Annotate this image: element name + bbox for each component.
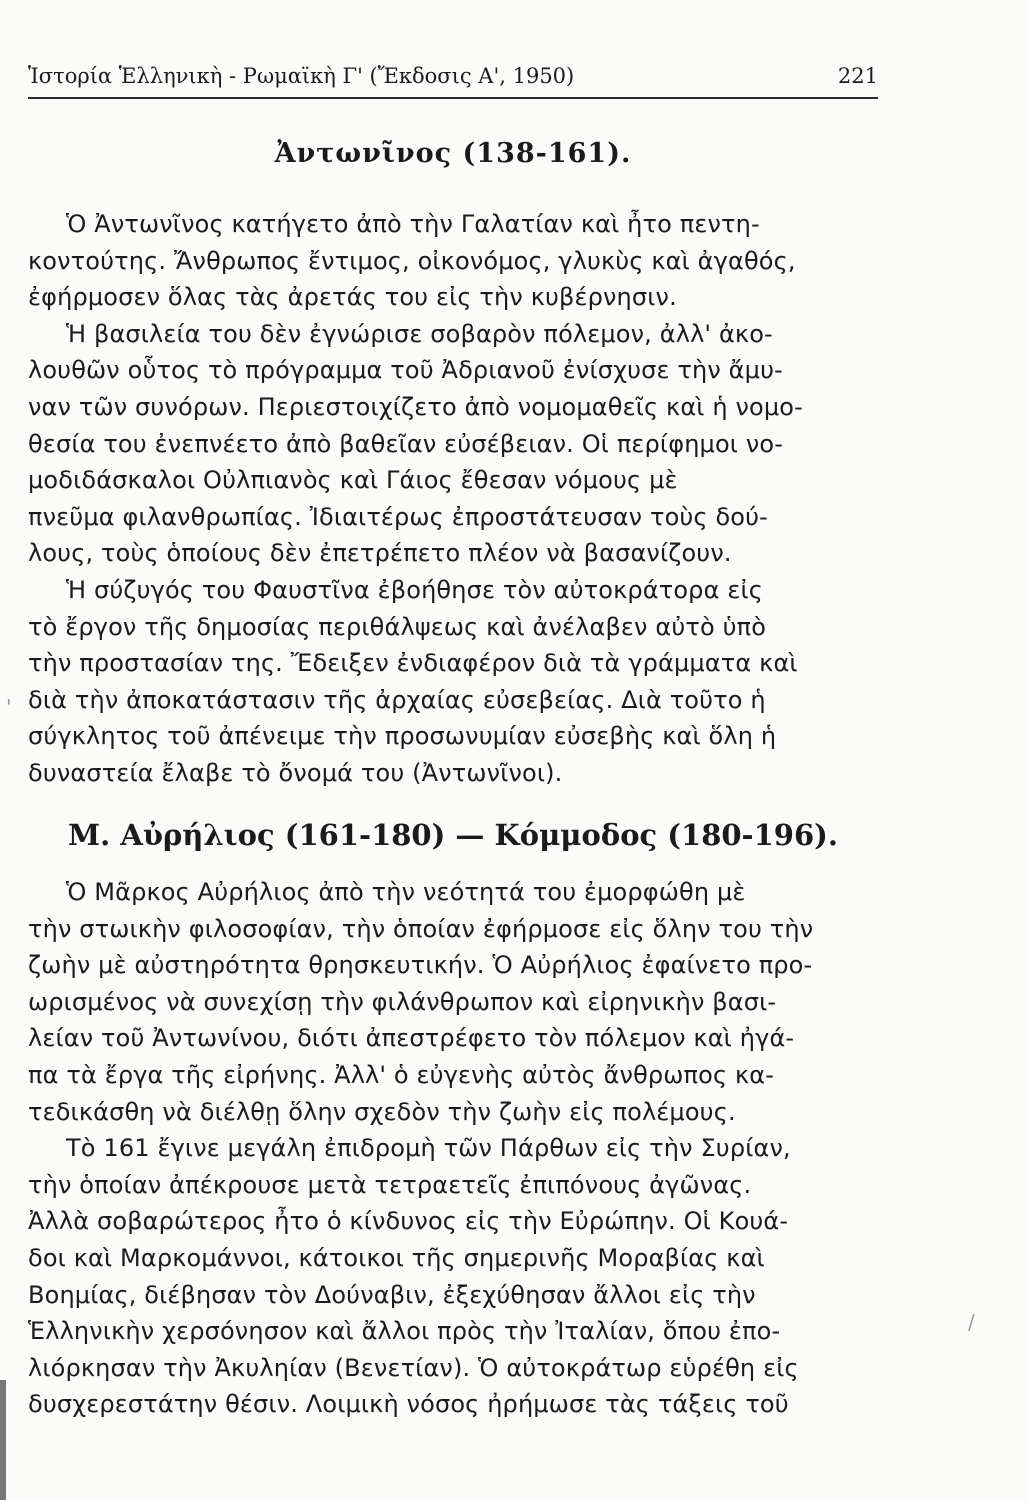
- paragraph-line: διὰ τὴν ἀποκατάστασιν τῆς ἀρχαίας εὐσεβείας. Διὰ τοῦτο ἡ: [28, 685, 766, 714]
- paragraph-line: δοι καὶ Μαρκομάννοι, κάτοικοι τῆς σημερινῆς Μοραβίας καὶ: [28, 1243, 765, 1272]
- paragraph-line: τὴν στωικὴν φιλοσοφίαν, τὴν ὁποίαν ἐφήρμοσε εἰς ὅλην του τὴν: [28, 914, 814, 943]
- paragraph-line: Βοημίας, διέβησαν τὸν Δούναβιν, ἐξεχύθησαν ἄλλοι εἰς τὴν: [28, 1280, 756, 1309]
- paragraph-line: κοντούτης. Ἄνθρωπος ἔντιμος, οἰκονόμος, γλυκὺς καὶ ἀγαθός,: [28, 246, 796, 275]
- paragraph-line: ναν τῶν συνόρων. Περιεστοιχίζετο ἀπὸ νομομαθεῖς καὶ ἡ νομο-: [28, 392, 803, 421]
- scan-speck: ': [6, 695, 12, 719]
- page-number: 221: [837, 64, 878, 88]
- paragraph-line: μοδιδάσκαλοι Οὐλπιανὸς καὶ Γάιος ἔθεσαν νόμους μὲ: [28, 466, 678, 495]
- paragraph-line: Ὁ Ἀντωνῖνος κατήγετο ἀπὸ τὴν Γαλατίαν καὶ ἦτο πεντη-: [66, 210, 760, 238]
- paragraph-line: ζωὴν μὲ αὐστηρότητα θρησκευτικήν. Ὁ Αὐρήλιος ἐφαίνετο προ-: [28, 951, 813, 980]
- running-header: [28, 62, 878, 98]
- paragraph-line: Ἡ βασιλεία του δὲν ἐγνώρισε σοβαρὸν πόλεμον, ἀλλ' ἀκο-: [66, 319, 773, 348]
- paragraph-line: τὴν ὁποίαν ἀπέκρουσε μετὰ τετραετεῖς ἐπιπόνους ἀγῶνας.: [28, 1170, 752, 1199]
- paragraph-line: λους, τοὺς ὁποίους δὲν ἐπετρέπετο πλέον νὰ βασανίζουν.: [28, 539, 732, 568]
- paragraph-line: Ἑλληνικὴν χερσόνησον καὶ ἄλλοι πρὸς τὴν Ἰταλίαν, ὅπου ἐπο-: [28, 1317, 781, 1346]
- paragraph-line: σύγκλητος τοῦ ἀπένειμε τὴν προσωνυμίαν εὐσεβὴς καὶ ὅλη ἡ: [28, 722, 777, 751]
- paragraph-line: λιόρκησαν τὴν Ἀκυληίαν (Βενετίαν). Ὁ αὐτοκράτωρ εὑρέθη εἰς: [28, 1353, 799, 1382]
- paragraph-line: Ἀλλὰ σοβαρώτερος ἦτο ὁ κίνδυνος εἰς τὴν Εὐρώπην. Οἱ Κουά-: [28, 1207, 789, 1236]
- paragraph-line: Ὁ Μᾶρκος Αὐρήλιος ἀπὸ τὴν νεότητά του ἐμορφώθη μὲ: [66, 878, 746, 906]
- scan-speck: /: [968, 1310, 975, 1334]
- paragraph-line: πα τὰ ἔργα τῆς εἰρήνης. Ἀλλ' ὁ εὐγενὴς αὐτὸς ἄνθρωπος κα-: [28, 1060, 775, 1089]
- paragraph-line: δυσχερεστάτην θέσιν. Λοιμικὴ νόσος ἠρήμωσε τὰς τάξεις τοῦ: [28, 1390, 789, 1419]
- paragraph-line: ωρισμένος νὰ συνεχίσῃ τὴν φιλάνθρωπον καὶ εἰρηνικὴν βασι-: [28, 987, 777, 1016]
- section-heading-antoninus: Ἀντωνῖνος (138-161).: [274, 138, 632, 169]
- paragraph-line: Τὸ 161 ἔγινε μεγάλη ἐπιδρομὴ τῶν Πάρθων εἰς τὴν Συρίαν,: [66, 1134, 791, 1163]
- section-body-aurelius: [28, 874, 878, 1423]
- binding-edge-mark: [0, 1380, 6, 1500]
- paragraph-line: λείαν τοῦ Ἀντωνίνου, διότι ἀπεστρέφετο τὸν πόλεμον καὶ ἠγά-: [28, 1024, 795, 1053]
- paragraph-line: τὴν προστασίαν της. Ἔδειξεν ἐνδιαφέρον διὰ τὰ γράμματα καὶ: [28, 649, 798, 678]
- section-heading-aurelius-commodus: Μ. Αὐρήλιος (161-180) — Κόμμοδος (180-196).: [68, 818, 838, 852]
- paragraph-line: θεσία του ἐνεπνέετο ἀπὸ βαθεῖαν εὐσέβειαν. Οἱ περίφημοι νο-: [28, 429, 784, 458]
- running-header-title: Ἱστορία Ἑλληνικὴ - Ρωμαϊκὴ Γ' (Ἔκδοσις Α', 1950): [28, 64, 575, 88]
- paragraph-line: ἐφήρμοσεν ὅλας τὰς ἀρετάς του εἰς τὴν κυβέρνησιν.: [28, 283, 677, 312]
- section-body-antoninus: [28, 206, 878, 792]
- paragraph-line: Ἡ σύζυγός του Φαυστῖνα ἐβοήθησε τὸν αὐτοκράτορα εἰς: [66, 575, 763, 604]
- header-rule: [28, 97, 878, 99]
- paragraph-line: τὸ ἔργον τῆς δημοσίας περιθάλψεως καὶ ἀνέλαβεν αὐτὸ ὑπὸ: [28, 612, 767, 641]
- paragraph-line: δυναστεία ἔλαβε τὸ ὄνομά του (Ἀντωνῖνοι).: [28, 758, 563, 787]
- paragraph-line: πνεῦμα φιλανθρωπίας. Ἰδιαιτέρως ἐπροστάτευσαν τοὺς δού-: [28, 502, 768, 531]
- paragraph-line: λουθῶν οὗτος τὸ πρόγραμμα τοῦ Ἀδριανοῦ ἐνίσχυσε τὴν ἄμυ-: [28, 356, 783, 385]
- paragraph-line: τεδικάσθη νὰ διέλθῃ ὅλην σχεδὸν τὴν ζωὴν εἰς πολέμους.: [28, 1097, 736, 1126]
